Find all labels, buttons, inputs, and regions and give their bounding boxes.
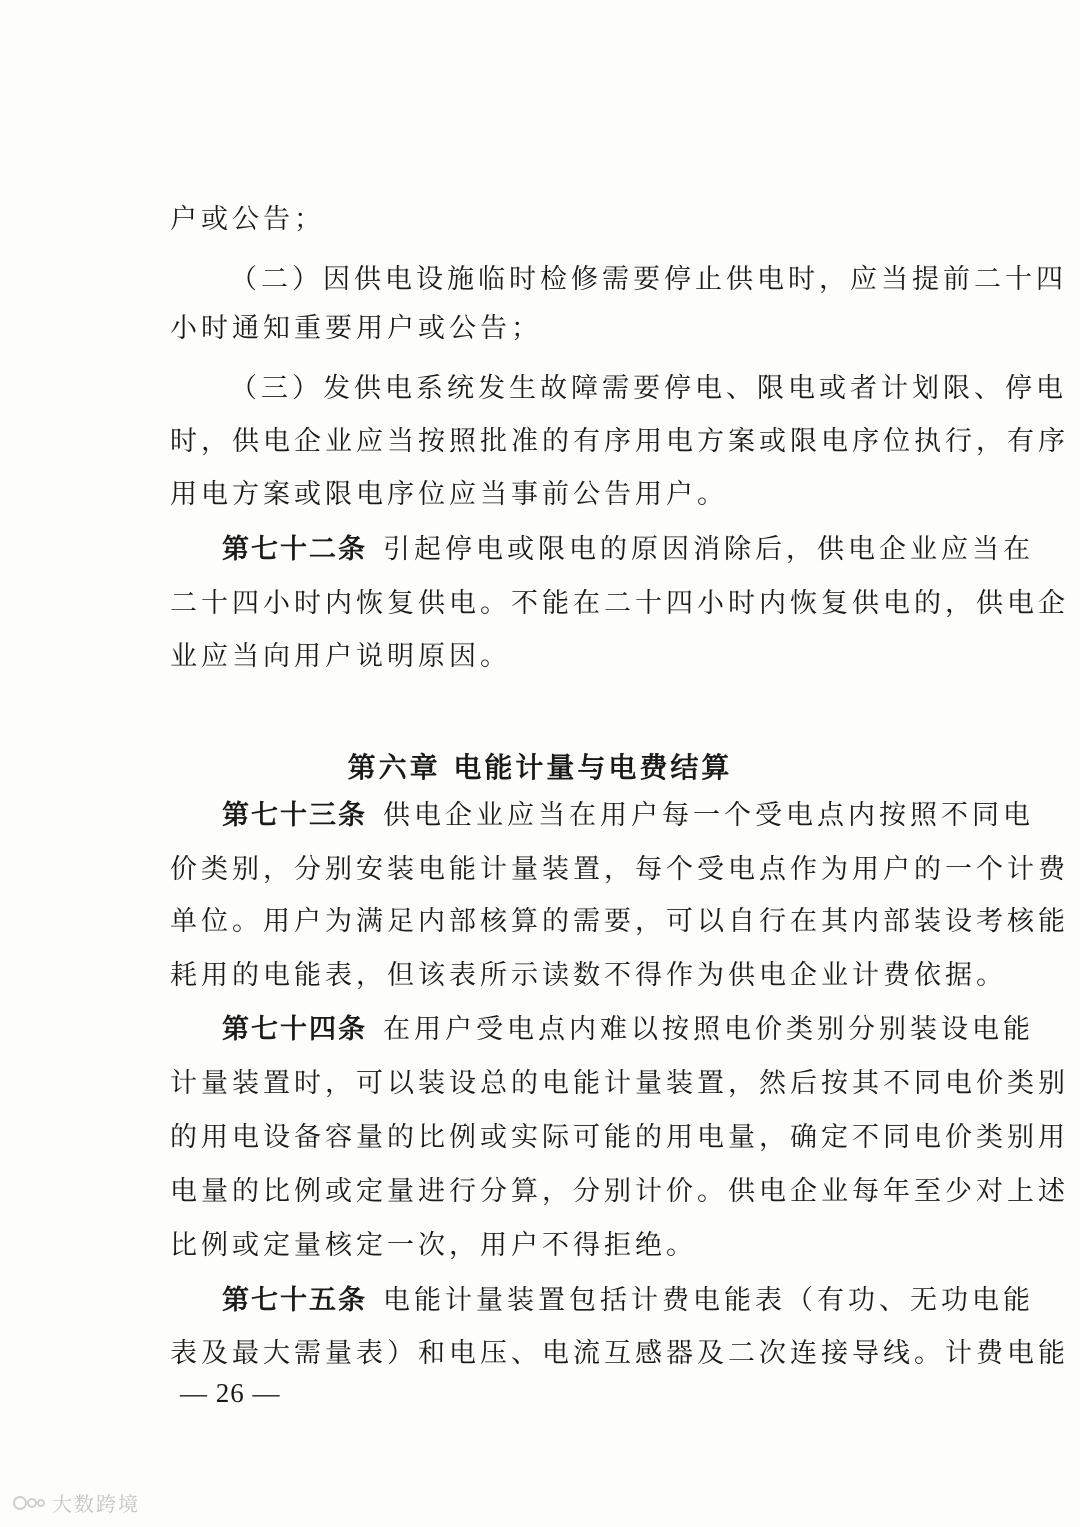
text-line: 表及最大需量表）和电压、电流互感器及二次连接导线。计费电能	[170, 1338, 1069, 1369]
text-line: （二）因供电设施临时检修需要停止供电时，应当提前二十四	[230, 264, 1067, 295]
watermark-text: 大数跨境	[52, 1492, 140, 1516]
text-line: （三）发供电系统发生故障需要停电、限电或者计划限、停电	[230, 373, 1067, 404]
text-line: 二十四小时内恢复供电。不能在二十四小时内恢复供电的，供电企	[170, 588, 1069, 619]
chapter-heading: 第六章 电能计量与电费结算	[347, 751, 733, 784]
brand-logo-icon	[12, 1491, 46, 1515]
text-line: 比例或定量核定一次，用户不得拒绝。	[170, 1230, 697, 1261]
article-72-first-line	[222, 536, 1034, 563]
article-75-text: 电能计量装置包括计费电能表（有功、无功电能	[383, 1285, 1034, 1316]
article-75-first-line	[222, 1287, 1034, 1314]
page-number: — 26 —	[180, 1378, 281, 1408]
article-74-first-line	[222, 1016, 1034, 1043]
article-74-label: 第七十四条	[222, 1014, 367, 1045]
text-line: 的用电设备容量的比例或实际可能的用电量，确定不同电价类别用	[170, 1122, 1069, 1153]
text-line: 业应当向用户说明原因。	[170, 641, 511, 672]
article-75-label: 第七十五条	[222, 1285, 367, 1316]
article-73-text: 供电企业应当在用户每一个受电点内按照不同电	[383, 800, 1034, 831]
article-72-label: 第七十二条	[222, 534, 367, 565]
article-74-text: 在用户受电点内难以按照电价类别分别装设电能	[383, 1014, 1034, 1045]
text-line: 电量的比例或定量进行分算，分别计价。供电企业每年至少对上述	[170, 1176, 1069, 1207]
article-72-text: 引起停电或限电的原因消除后，供电企业应当在	[383, 534, 1034, 565]
text-line: 户或公告；	[170, 204, 325, 235]
text-line: 单位。用户为满足内部核算的需要，可以自行在其内部装设考核能	[170, 906, 1069, 937]
text-line: 小时通知重要用户或公告；	[170, 313, 542, 344]
watermark	[12, 1488, 140, 1517]
article-73-label: 第七十三条	[222, 800, 367, 831]
text-line: 计量装置时，可以装设总的电能计量装置，然后按其不同电价类别	[170, 1068, 1069, 1099]
text-line: 耗用的电能表，但该表所示读数不得作为供电企业计费依据。	[170, 960, 1007, 991]
article-73-first-line	[222, 802, 1034, 829]
text-line: 价类别，分别安装电能计量装置，每个受电点作为用户的一个计费	[170, 854, 1069, 885]
text-line: 用电方案或限电序位应当事前公告用户。	[170, 479, 728, 510]
text-line: 时，供电企业应当按照批准的有序用电方案或限电序位执行，有序	[170, 426, 1069, 457]
